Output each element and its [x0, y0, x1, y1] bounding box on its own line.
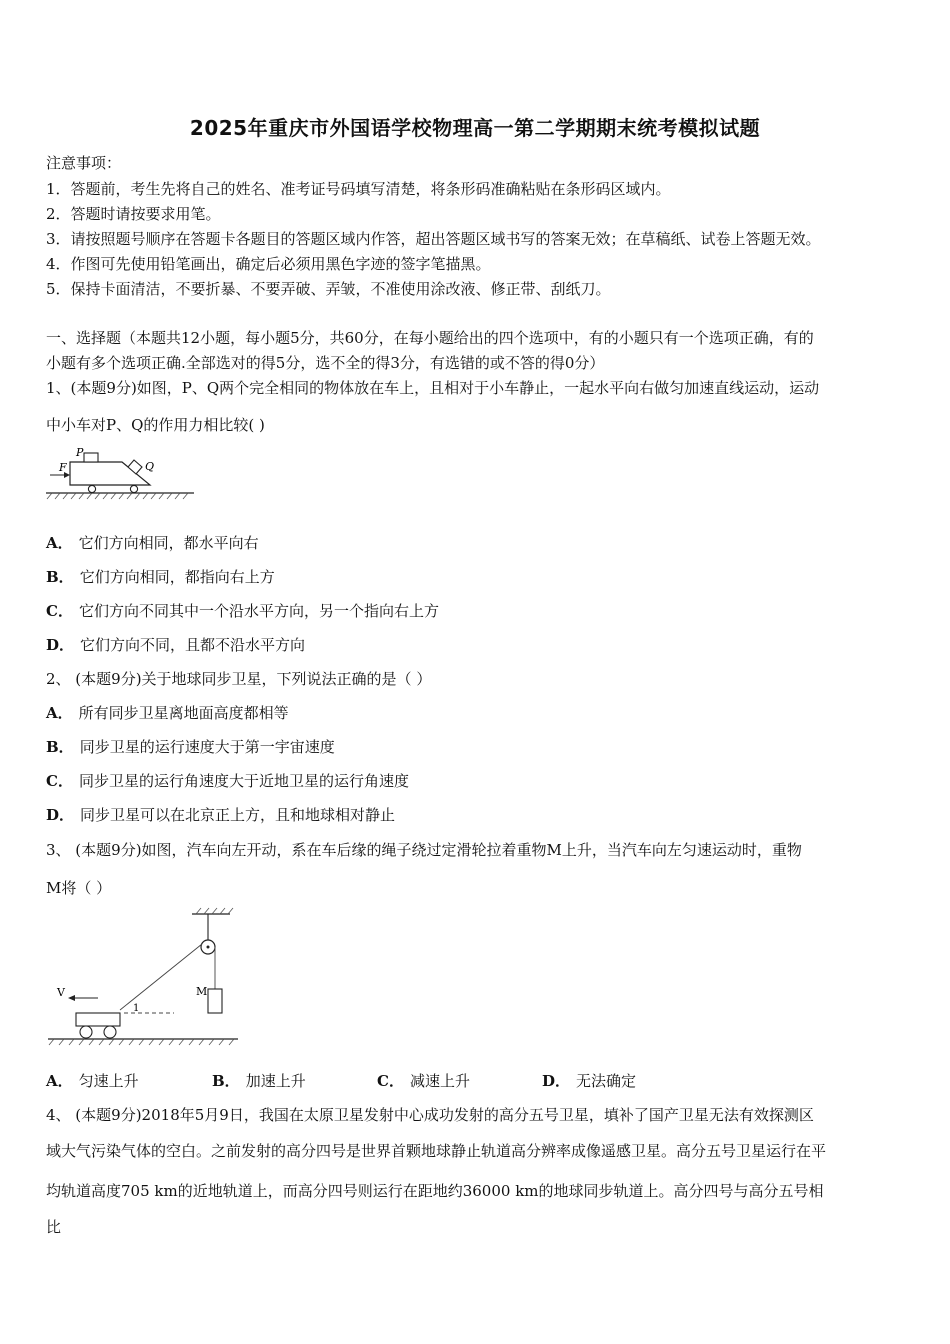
- option-c: C． 同步卫星的运行角速度大于近地卫星的运行角速度: [46, 772, 409, 790]
- figure-label-v: V: [57, 986, 65, 999]
- question-3-text: M将（ ）: [46, 879, 112, 897]
- notice-item: 5．保持卡面清洁，不要折暴、不要弄破、弄皱，不准使用涂改液、修正带、刮纸刀。: [46, 280, 611, 298]
- option-d: D． 它们方向不同，且都不沿水平方向: [46, 636, 306, 654]
- option-c: C． 它们方向不同其中一个沿水平方向，另一个指向右上方: [46, 602, 439, 620]
- notice-item: 2．答题时请按要求用笔。: [46, 205, 221, 223]
- option-a: A． 所有同步卫星离地面高度都相等: [46, 704, 289, 722]
- notice-item: 4．作图可先使用铅笔画出，确定后必须用黑色字迹的签字笔描黑。: [46, 255, 491, 273]
- option-b: B． 同步卫星的运行速度大于第一宇宙速度: [46, 738, 335, 756]
- option-c: C． 减速上升: [377, 1072, 470, 1090]
- notice-item: 1．答题前，考生先将自己的姓名、准考证号码填写清楚，将条形码准确粘贴在条形码区域内。: [46, 180, 671, 198]
- section-instructions: 一、选择题（本题共12小题，每小题5分，共60分，在每小题给出的四个选项中，有的小题只有一个选项正确，有的: [46, 329, 814, 347]
- option-b: B． 它们方向相同，都指向右上方: [46, 568, 275, 586]
- notice-heading: 注意事项：: [46, 154, 122, 172]
- option-b: B． 加速上升: [212, 1072, 306, 1090]
- question-1-text: 中小车对P、Q的作用力相比较( ): [46, 416, 265, 434]
- figure-label-f: F: [59, 461, 67, 474]
- figure-label-m: M: [196, 985, 208, 998]
- notice-item: 3．请按照题号顺序在答题卡各题目的答题区域内作答，超出答题区域书写的答案无效；在草稿纸、试卷上答题无效。: [46, 230, 821, 248]
- option-a: A． 它们方向相同，都水平向右: [46, 534, 259, 552]
- question-1-figure: [46, 444, 196, 500]
- question-4-text: 域大气污染气体的空白。之前发射的高分四号是世界首颗地球静止轨道高分辨率成像遥感卫星。高分五号卫星运行在平: [46, 1142, 827, 1160]
- question-4-text: 均轨道高度705 km的近地轨道上，而高分四号则运行在距地约36000 km的地球同步轨道上。高分四号与高分五号相: [46, 1182, 824, 1200]
- question-3-text: 3、 (本题9分)如图，汽车向左开动，系在车后缘的绳子绕过定滑轮拉着重物M上升，当汽车向左匀速运动时，重物: [46, 841, 802, 859]
- option-d: D． 无法确定: [542, 1072, 637, 1090]
- figure-label-angle: 1: [133, 1003, 140, 1014]
- question-2-text: 2、 (本题9分)关于地球同步卫星，下列说法正确的是（ ）: [46, 670, 432, 688]
- question-3-figure: [46, 906, 246, 1054]
- question-4-text: 比: [46, 1218, 62, 1236]
- figure-label-p: P: [76, 446, 84, 459]
- question-1-text: 1、(本题9分)如图，P、Q两个完全相同的物体放在车上，且相对于小车静止，一起水平向右做匀加速直线运动，运动: [46, 379, 820, 397]
- section-instructions: 小题有多个选项正确.全部选对的得5分，选不全的得3分，有选错的或不答的得0分）: [46, 354, 605, 372]
- page-title: 2025年重庆市外国语学校物理高一第二学期期末统考模拟试题: [189, 116, 761, 140]
- question-4-text: 4、 (本题9分)2018年5月9日，我国在太原卫星发射中心成功发射的高分五号卫星，填补了国产卫星无法有效探测区: [46, 1106, 814, 1124]
- option-a: A． 匀速上升: [46, 1072, 139, 1090]
- figure-label-q: Q: [145, 460, 155, 473]
- option-d: D． 同步卫星可以在北京正上方，且和地球相对静止: [46, 806, 396, 824]
